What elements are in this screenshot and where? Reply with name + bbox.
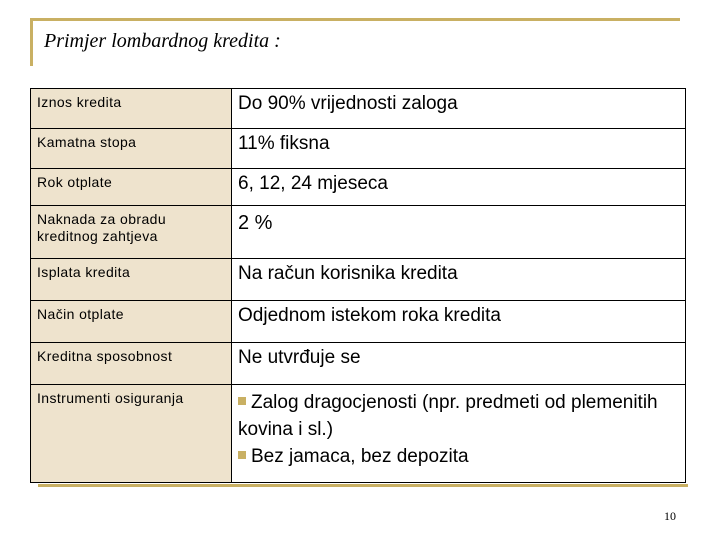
bullet-text: Zalog dragocjenosti (npr. predmeti od plemenitih kovina i sl.) <box>238 392 658 440</box>
table-row <box>31 169 686 206</box>
table-row <box>31 206 686 259</box>
row-label: Kamatna stopa <box>31 129 232 169</box>
bullet-item <box>238 389 685 443</box>
row-value: Na račun korisnika kredita <box>232 259 686 301</box>
row-label: Kreditna sposobnost <box>31 343 232 385</box>
row-label: Instrumenti osiguranja <box>31 385 232 483</box>
table-row <box>31 343 686 385</box>
table-row <box>31 89 686 129</box>
row-label: Rok otplate <box>31 169 232 206</box>
square-bullet-icon <box>238 451 246 459</box>
row-value: 11% fiksna <box>232 129 686 169</box>
row-value: Do 90% vrijednosti zaloga <box>232 89 686 129</box>
table-row <box>31 385 686 483</box>
row-label: Iznos kredita <box>31 89 232 129</box>
bottom-divider <box>38 484 688 487</box>
square-bullet-icon <box>238 397 246 405</box>
row-label: Isplata kredita <box>31 259 232 301</box>
row-value: 6, 12, 24 mjeseca <box>232 169 686 206</box>
bullet-text: Bez jamaca, bez depozita <box>251 446 469 467</box>
row-value: 2 % <box>232 206 686 259</box>
row-label: Naknada za obradu kreditnog zahtjeva <box>31 206 232 259</box>
row-label: Način otplate <box>31 301 232 343</box>
row-value: Ne utvrđuje se <box>232 343 686 385</box>
table-row <box>31 301 686 343</box>
table-row <box>31 129 686 169</box>
page-number: 10 <box>664 509 676 523</box>
row-value-bullets <box>232 385 686 483</box>
row-value: Odjednom istekom roka kredita <box>232 301 686 343</box>
table-row <box>31 259 686 301</box>
loan-example-table <box>30 88 686 483</box>
slide-title: Primjer lombardnog kredita : <box>44 30 281 52</box>
bullet-item <box>238 443 685 470</box>
